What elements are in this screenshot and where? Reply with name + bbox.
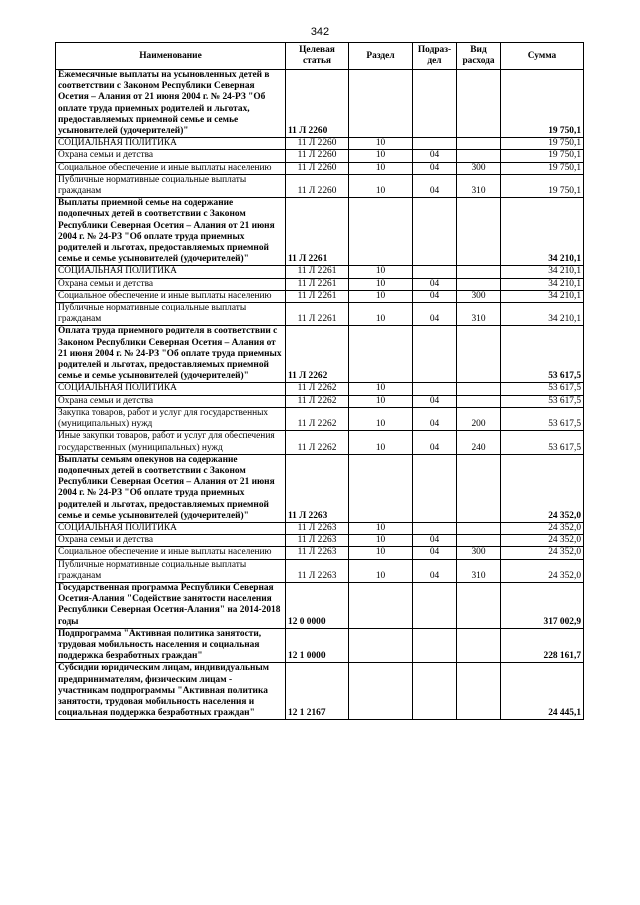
row-subsection: 04 xyxy=(413,431,457,454)
row-expense-type xyxy=(457,454,501,522)
row-expense-type xyxy=(457,150,501,162)
table-row xyxy=(56,266,584,278)
table-row xyxy=(56,278,584,290)
row-section xyxy=(349,663,413,720)
row-name: Подпрограмма "Активная политика занятости, трудовая мобильность населения и социальная поддержка безработных граждан" xyxy=(56,628,286,663)
row-expense-type xyxy=(457,383,501,395)
row-name: Публичные нормативные социальные выплаты гражданам xyxy=(56,174,286,197)
row-target-article: 11 Л 2262 xyxy=(286,326,349,383)
row-name: Социальное обеспечение и иные выплаты населению xyxy=(56,162,286,174)
row-expense-type: 310 xyxy=(457,559,501,582)
row-expense-type xyxy=(457,326,501,383)
row-amount: 53 617,5 xyxy=(501,407,584,430)
row-amount: 34 210,1 xyxy=(501,198,584,266)
row-amount: 53 617,5 xyxy=(501,383,584,395)
row-subsection xyxy=(413,138,457,150)
table-row xyxy=(56,138,584,150)
row-amount: 53 617,5 xyxy=(501,326,584,383)
row-amount: 24 352,0 xyxy=(501,522,584,534)
row-section xyxy=(349,326,413,383)
row-subsection: 04 xyxy=(413,535,457,547)
row-amount: 34 210,1 xyxy=(501,266,584,278)
row-target-article: 12 1 2167 xyxy=(286,663,349,720)
row-section: 10 xyxy=(349,174,413,197)
row-subsection xyxy=(413,198,457,266)
row-subsection: 04 xyxy=(413,303,457,326)
row-amount: 24 352,0 xyxy=(501,559,584,582)
table-row xyxy=(56,663,584,720)
row-target-article: 11 Л 2260 xyxy=(286,70,349,138)
row-subsection: 04 xyxy=(413,559,457,582)
page-number: 342 xyxy=(310,26,330,38)
row-name: Субсидии юридическим лицам, индивидуальным предпринимателям, физическим лицам - участникам подпрограммы "Активная политика занятости, трудовая мобильность населения и социальная поддержка безработных граждан" xyxy=(56,663,286,720)
row-amount: 19 750,1 xyxy=(501,162,584,174)
row-name: Ежемесячные выплаты на усыновленных детей в соответствии с Законом Республики Северная Осетия – Алания от 21 июня 2004 г. № 24-РЗ "Об оплате труда приемных родителей и льготах, предоставляемых приемной семье и семье усыновителей (удочерителей)" xyxy=(56,70,286,138)
row-name: СОЦИАЛЬНАЯ ПОЛИТИКА xyxy=(56,138,286,150)
row-subsection xyxy=(413,383,457,395)
row-section xyxy=(349,628,413,663)
table-row xyxy=(56,454,584,522)
row-subsection: 04 xyxy=(413,278,457,290)
row-amount: 24 352,0 xyxy=(501,454,584,522)
row-subsection xyxy=(413,454,457,522)
row-section: 10 xyxy=(349,278,413,290)
row-name: СОЦИАЛЬНАЯ ПОЛИТИКА xyxy=(56,383,286,395)
row-name: Охрана семьи и детства xyxy=(56,535,286,547)
row-target-article: 11 Л 2263 xyxy=(286,535,349,547)
row-subsection: 04 xyxy=(413,290,457,302)
row-name: Выплаты приемной семье на содержание подопечных детей в соответствии с Законом Республики Северная Осетия – Алания от 21 июня 2004 г. № 24-РЗ "Об оплате труда приемных родителей и льготах, предоставляемых приемной семье и семье усыновителей (удочерителей)" xyxy=(56,198,286,266)
row-section: 10 xyxy=(349,266,413,278)
row-amount: 24 352,0 xyxy=(501,535,584,547)
row-expense-type: 300 xyxy=(457,547,501,559)
row-subsection xyxy=(413,266,457,278)
row-expense-type: 300 xyxy=(457,290,501,302)
row-target-article: 11 Л 2263 xyxy=(286,547,349,559)
row-section: 10 xyxy=(349,522,413,534)
row-section: 10 xyxy=(349,303,413,326)
row-subsection xyxy=(413,582,457,628)
row-expense-type: 240 xyxy=(457,431,501,454)
row-target-article: 11 Л 2261 xyxy=(286,266,349,278)
row-target-article: 11 Л 2260 xyxy=(286,138,349,150)
row-expense-type: 200 xyxy=(457,407,501,430)
row-subsection: 04 xyxy=(413,395,457,407)
row-expense-type xyxy=(457,138,501,150)
row-name: Охрана семьи и детства xyxy=(56,150,286,162)
row-section: 10 xyxy=(349,383,413,395)
row-target-article: 11 Л 2262 xyxy=(286,431,349,454)
row-target-article: 11 Л 2261 xyxy=(286,290,349,302)
row-amount: 24 445,1 xyxy=(501,663,584,720)
row-expense-type xyxy=(457,198,501,266)
row-target-article: 11 Л 2261 xyxy=(286,198,349,266)
row-subsection xyxy=(413,663,457,720)
row-expense-type: 310 xyxy=(457,174,501,197)
row-expense-type xyxy=(457,582,501,628)
row-amount: 19 750,1 xyxy=(501,174,584,197)
row-amount: 34 210,1 xyxy=(501,303,584,326)
row-amount: 34 210,1 xyxy=(501,290,584,302)
header-amount: Сумма xyxy=(501,43,584,70)
header-target-article: Целевая статья xyxy=(286,43,349,70)
row-name: Публичные нормативные социальные выплаты гражданам xyxy=(56,559,286,582)
row-target-article: 11 Л 2260 xyxy=(286,162,349,174)
row-section: 10 xyxy=(349,535,413,547)
row-section: 10 xyxy=(349,547,413,559)
row-expense-type: 300 xyxy=(457,162,501,174)
table-row xyxy=(56,547,584,559)
row-target-article: 12 1 0000 xyxy=(286,628,349,663)
row-section: 10 xyxy=(349,290,413,302)
row-expense-type xyxy=(457,628,501,663)
row-name: Закупка товаров, работ и услуг для государственных (муниципальных) нужд xyxy=(56,407,286,430)
row-expense-type xyxy=(457,395,501,407)
row-target-article: 11 Л 2261 xyxy=(286,303,349,326)
row-amount: 228 161,7 xyxy=(501,628,584,663)
row-name: СОЦИАЛЬНАЯ ПОЛИТИКА xyxy=(56,266,286,278)
row-section: 10 xyxy=(349,162,413,174)
row-amount: 53 617,5 xyxy=(501,395,584,407)
row-subsection xyxy=(413,70,457,138)
table-row xyxy=(56,522,584,534)
row-target-article: 11 Л 2263 xyxy=(286,522,349,534)
header-subsection: Подраз-дел xyxy=(413,43,457,70)
table-row xyxy=(56,326,584,383)
row-subsection xyxy=(413,522,457,534)
row-name: Выплаты семьям опекунов на содержание подопечных детей в соответствии с Законом Республики Северная Осетия – Алания от 21 июня 2004 г. № 24-РЗ "Об оплате труда приемных родителей и льготах, предоставляемых приемной семье и семье усыновителей (удочерителей)" xyxy=(56,454,286,522)
row-amount: 19 750,1 xyxy=(501,70,584,138)
row-target-article: 11 Л 2262 xyxy=(286,407,349,430)
row-name: Государственная программа Республики Северная Осетия-Алания "Содействие занятости населения Республики Северная Осетия-Алания" на 2014-2018 годы xyxy=(56,582,286,628)
table-row xyxy=(56,628,584,663)
row-amount: 53 617,5 xyxy=(501,431,584,454)
row-section: 10 xyxy=(349,559,413,582)
row-target-article: 11 Л 2262 xyxy=(286,395,349,407)
row-section: 10 xyxy=(349,395,413,407)
row-expense-type xyxy=(457,266,501,278)
row-amount: 317 002,9 xyxy=(501,582,584,628)
row-expense-type xyxy=(457,278,501,290)
row-expense-type xyxy=(457,70,501,138)
table-row xyxy=(56,290,584,302)
row-amount: 19 750,1 xyxy=(501,138,584,150)
row-subsection xyxy=(413,628,457,663)
table-row xyxy=(56,70,584,138)
row-name: Охрана семьи и детства xyxy=(56,395,286,407)
row-expense-type xyxy=(457,522,501,534)
table-row xyxy=(56,559,584,582)
row-subsection: 04 xyxy=(413,150,457,162)
header-name: Наименование xyxy=(56,43,286,70)
row-target-article: 11 Л 2263 xyxy=(286,454,349,522)
row-section: 10 xyxy=(349,150,413,162)
row-section: 10 xyxy=(349,431,413,454)
row-section xyxy=(349,198,413,266)
row-amount: 24 352,0 xyxy=(501,547,584,559)
table-row xyxy=(56,162,584,174)
table-header-row xyxy=(56,43,584,70)
row-name: Оплата труда приемного родителя в соответствии с Законом Республики Северная Осетия – Алания от 21 июня 2004 г. № 24-РЗ "Об оплате труда приемных родителей и льготах, предоставляемых приемной семье и семье усыновителей (удочерителей)" xyxy=(56,326,286,383)
table-row xyxy=(56,535,584,547)
row-name: СОЦИАЛЬНАЯ ПОЛИТИКА xyxy=(56,522,286,534)
row-amount: 34 210,1 xyxy=(501,278,584,290)
table-row xyxy=(56,582,584,628)
row-expense-type xyxy=(457,535,501,547)
row-target-article: 11 Л 2260 xyxy=(286,174,349,197)
row-section: 10 xyxy=(349,138,413,150)
row-name: Социальное обеспечение и иные выплаты населению xyxy=(56,290,286,302)
table-row xyxy=(56,383,584,395)
header-section: Раздел xyxy=(349,43,413,70)
table-row xyxy=(56,407,584,430)
table-row xyxy=(56,303,584,326)
table-row xyxy=(56,395,584,407)
row-name: Социальное обеспечение и иные выплаты населению xyxy=(56,547,286,559)
row-subsection xyxy=(413,326,457,383)
row-name: Иные закупки товаров, работ и услуг для обеспечения государственных (муниципальных) нужд xyxy=(56,431,286,454)
row-name: Охрана семьи и детства xyxy=(56,278,286,290)
row-subsection: 04 xyxy=(413,162,457,174)
header-expense-type: Вид расхода xyxy=(457,43,501,70)
row-target-article: 12 0 0000 xyxy=(286,582,349,628)
row-target-article: 11 Л 2262 xyxy=(286,383,349,395)
row-section xyxy=(349,70,413,138)
row-target-article: 11 Л 2261 xyxy=(286,278,349,290)
row-section xyxy=(349,582,413,628)
row-subsection: 04 xyxy=(413,407,457,430)
table-row xyxy=(56,174,584,197)
row-expense-type xyxy=(457,663,501,720)
row-expense-type: 310 xyxy=(457,303,501,326)
row-section xyxy=(349,454,413,522)
table-row xyxy=(56,198,584,266)
row-subsection: 04 xyxy=(413,547,457,559)
row-target-article: 11 Л 2263 xyxy=(286,559,349,582)
table-row xyxy=(56,431,584,454)
row-amount: 19 750,1 xyxy=(501,150,584,162)
row-name: Публичные нормативные социальные выплаты гражданам xyxy=(56,303,286,326)
budget-table xyxy=(55,42,584,720)
row-section: 10 xyxy=(349,407,413,430)
row-target-article: 11 Л 2260 xyxy=(286,150,349,162)
row-subsection: 04 xyxy=(413,174,457,197)
table-row xyxy=(56,150,584,162)
